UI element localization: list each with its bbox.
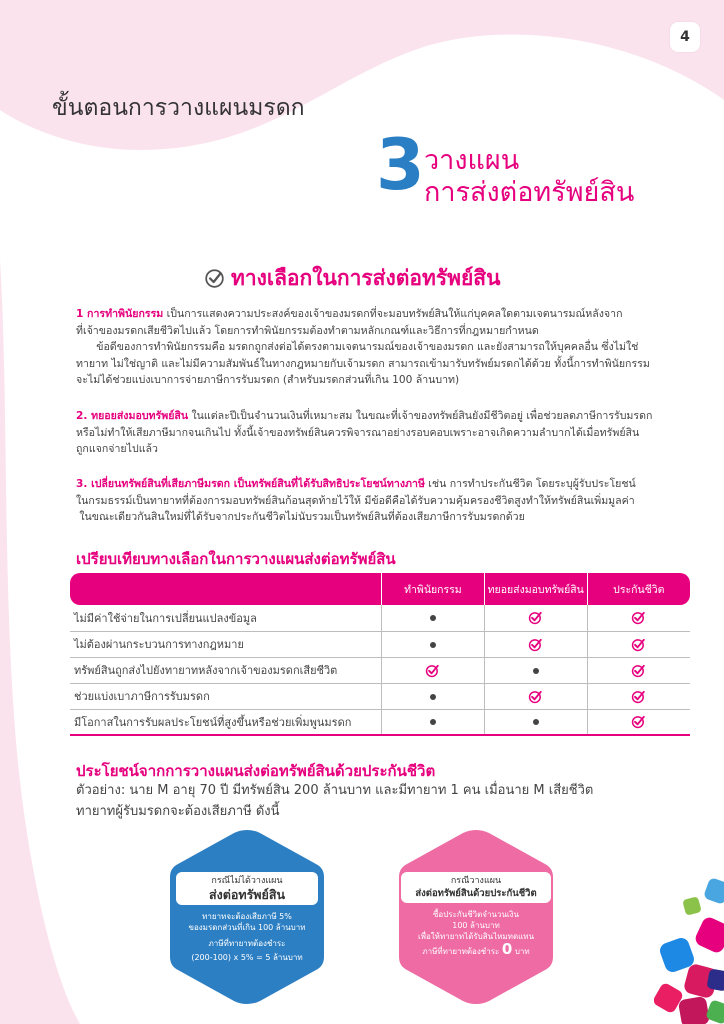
table-cell	[382, 605, 485, 631]
table-cell	[587, 631, 690, 657]
dot-icon	[430, 615, 436, 621]
check-icon	[425, 663, 440, 678]
check-icon	[631, 637, 646, 652]
dot-icon	[430, 694, 436, 700]
option-title: 2. ทยอยส่งมอบทรัพย์สิน	[76, 410, 189, 422]
check-icon	[528, 610, 543, 625]
column-header: ทยอยส่งมอบทรัพย์สิน	[484, 573, 587, 605]
table-cell	[484, 683, 587, 709]
decorative-squares	[654, 874, 724, 1024]
section-title	[204, 262, 500, 295]
table-cell	[587, 605, 690, 631]
table-row	[70, 657, 690, 683]
table-cell	[587, 657, 690, 683]
card-label-box: กรณีวางแผน ส่งต่อทรัพย์สินด้วยประกันชีวิต	[401, 872, 551, 903]
step-number: 3	[376, 124, 425, 206]
option-will: 1 การทำพินัยกรรม เป็นการแสดงความประสงค์ของเจ้าของมรดกที่จะมอบทรัพย์สินให้แก่บุคคลใดตามเจตนารมณ์หลังจาก ที่เจ้าของมรดกเสียชีวิตไปแล้ว โดยการทำพินัยกรรมต้องทำตามหลักเกณฑ์และวิธีการที่กฎหมายกำหนด ข้อดีของการทำพินัยกรรมคือ มรดกถูกส่งต่อได้ตรงตามเจตนารมณ์ของเจ้าของมรดก และยังสามารถให้บุคคลอื่น ซึ่งไม่ใช่ ทายาท ไม่ใช่ญาติ และไม่มีความสัมพันธ์ในทางกฎหมายกับเจ้ามรดก สามารถเข้ามารับทรัพย์มรดกได้ด้วย ทั้งนี้การทำพินัยกรรม จะไม่ได้ช่วยแบ่งเบาการจ่ายภาษีการรับมรดก (สำหรับมรดกส่วนที่เกิน 100 ล้านบาท)	[76, 308, 650, 386]
check-icon	[631, 689, 646, 704]
section-title-text: ทางเลือกในการส่งต่อทรัพย์สิน	[231, 266, 501, 290]
column-header	[70, 573, 382, 605]
row-label: ไม่ต้องผ่านกระบวนการทางกฎหมาย	[70, 631, 382, 657]
table-cell	[382, 683, 485, 709]
table-cell	[484, 709, 587, 735]
check-icon	[631, 610, 646, 625]
option-convert-assets: 3. เปลี่ยนทรัพย์สินที่เสียภาษีมรดก เป็นทรัพย์สินที่ได้รับสิทธิประโยชน์ทางภาษี เช่น การทำประกันชีวิต โดยระบุผู้รับประโยชน์ ในกรมธรรม์เป็นทายาทที่ต้องการมอบทรัพย์สินก้อนสุดท้ายไว้ให้ มีข้อดีคือได้รับความคุ้มครองชีวิตสูงทำให้ทรัพย์สินเพิ่มมูลค่า ในขณะเดียวกันสินใหม่ที่ได้รับจากประกันชีวิตไม่นับรวมเป็นทรัพย์สินที่ต้องเสียภาษีการรับมรดกด้วย	[76, 478, 636, 523]
page-heading: ขั้นตอนการวางแผนมรดก	[52, 95, 305, 121]
table-row	[70, 709, 690, 735]
check-icon	[631, 663, 646, 678]
dot-icon	[430, 719, 436, 725]
card-label-box: กรณีไม่ได้วางแผน ส่งต่อทรัพย์สิน	[176, 872, 318, 905]
table-row	[70, 631, 690, 657]
option-gradual-transfer: 2. ทยอยส่งมอบทรัพย์สิน ในแต่ละปีเป็นจำนวนเงินที่เหมาะสม ในขณะที่เจ้าของทรัพย์สินยังมีชีวิตอยู่ เพื่อช่วยลดภาษีการรับมรดก หรือไม่ทำให้เสียภาษีมากจนเกินไป ทั้งนี้เจ้าของทรัพย์สินควรพิจารณาอย่างรอบคอบเพราะอาจเกิดความลำบากได้เมื่อทรัพย์สิน ถูกแจกจ่ายไปแล้ว	[76, 410, 653, 455]
dot-icon	[430, 642, 436, 648]
comparison-title: เปรียบเทียบทางเลือกในการวางแผนส่งต่อทรัพย์สิน	[76, 550, 396, 568]
check-icon	[528, 689, 543, 704]
circle-check-icon	[204, 268, 225, 289]
page-number: 4	[670, 22, 700, 52]
column-header: ประกันชีวิต	[587, 573, 690, 605]
table-cell	[484, 631, 587, 657]
step-banner	[376, 124, 706, 208]
dot-icon	[533, 668, 539, 674]
check-icon	[528, 637, 543, 652]
column-header: ทำพินัยกรรม	[382, 573, 485, 605]
table-cell	[484, 657, 587, 683]
step-title-line2: การส่งต่อทรัพย์สิน	[424, 177, 635, 208]
comparison-table	[70, 573, 690, 736]
row-label: มีโอกาสในการรับผลประโยชน์ที่สูงขึ้นหรือช่วยเพิ่มพูนมรดก	[70, 709, 382, 735]
benefit-title: ประโยชน์จากการวางแผนส่งต่อทรัพย์สินด้วยประกันชีวิต	[76, 762, 436, 780]
table-cell	[382, 631, 485, 657]
row-label: ไม่มีค่าใช้จ่ายในการเปลี่ยนแปลงข้อมูล	[70, 605, 382, 631]
example-text: ตัวอย่าง: นาย M อายุ 70 ปี มีทรัพย์สิน 200 ล้านบาท และมีทายาท 1 คน เมื่อนาย M เสียชีวิต ทายาทผู้รับมรดกจะต้องเสียภาษี ดังนี้	[76, 783, 594, 819]
table-cell	[382, 709, 485, 735]
card-no-plan: กรณีไม่ได้วางแผน ส่งต่อทรัพย์สิน ทายาทจะต้องเสียภาษี 5% ของมรดกส่วนที่เกิน 100 ล้านบาท ภาษีที่ทายาทต้องชำระ (200-100) x 5% = 5 ล้านบาท	[176, 872, 318, 963]
table-header-row	[70, 573, 690, 605]
row-label: ทรัพย์สินถูกส่งไปยังทายาทหลังจากเจ้าของมรดกเสียชีวิต	[70, 657, 382, 683]
table-cell	[587, 709, 690, 735]
dot-icon	[533, 719, 539, 725]
check-icon	[631, 714, 646, 729]
row-label: ช่วยแบ่งเบาภาษีการรับมรดก	[70, 683, 382, 709]
table-cell	[587, 683, 690, 709]
card-plan: กรณีวางแผน ส่งต่อทรัพย์สินด้วยประกันชีวิต ซื้อประกันชีวิตจำนวนเงิน 100 ล้านบาท เพื่อให้ทายาทได้รับสินไหมทดแทน ภาษีที่ทายาทต้องชำระ 0 บาท	[401, 872, 551, 957]
table-cell	[484, 605, 587, 631]
table-cell	[382, 657, 485, 683]
option-title: 3. เปลี่ยนทรัพย์สินที่เสียภาษีมรดก เป็นทรัพย์สินที่ได้รับสิทธิประโยชน์ทางภาษี	[76, 478, 425, 490]
step-title-line1: วางแผน	[424, 145, 520, 176]
table-row	[70, 683, 690, 709]
option-title: 1 การทำพินัยกรรม	[76, 308, 164, 320]
table-row	[70, 605, 690, 631]
